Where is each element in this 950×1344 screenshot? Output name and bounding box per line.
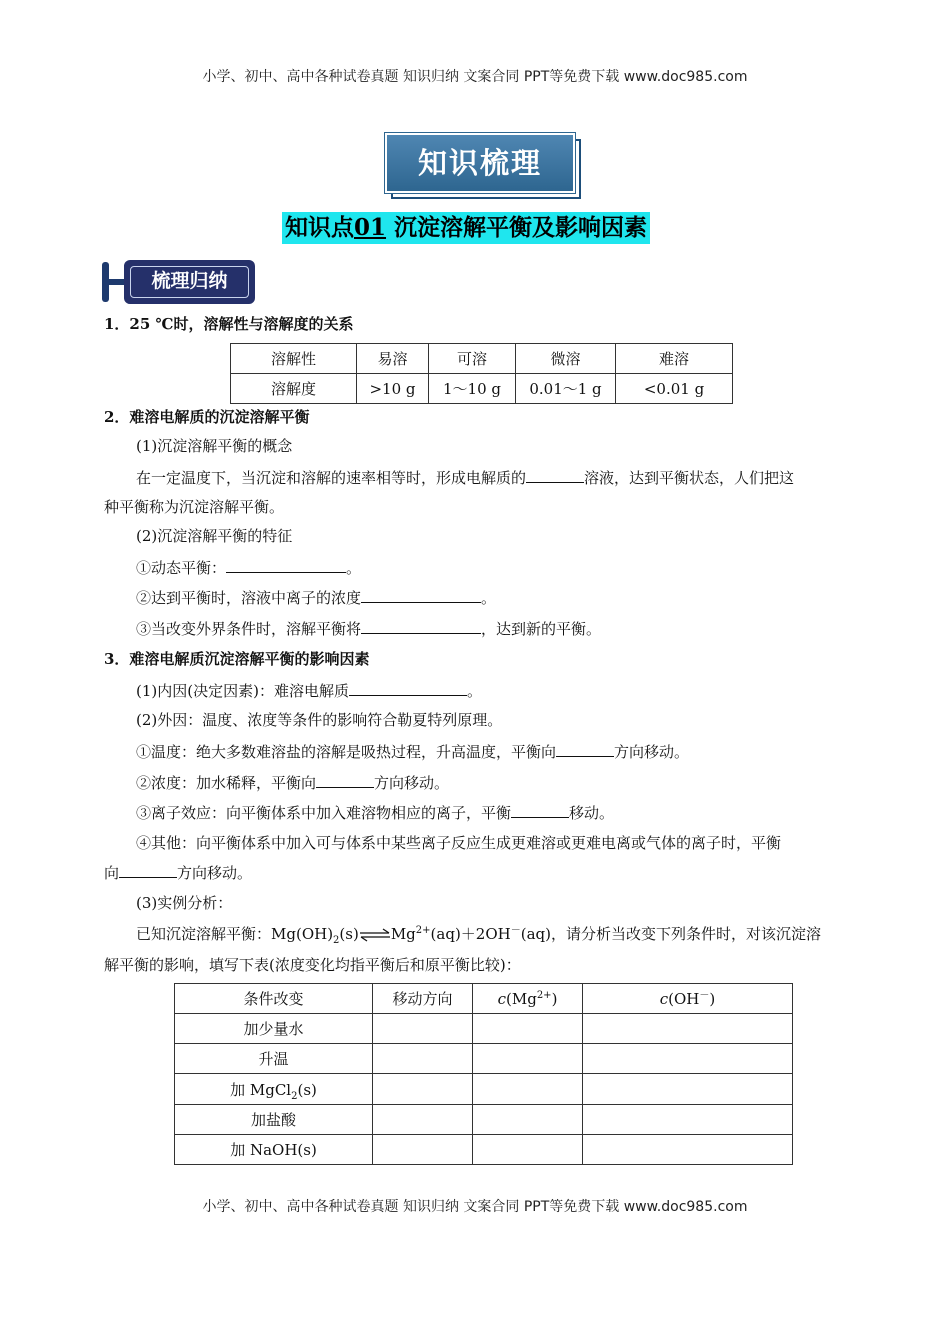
table-cell[interactable] bbox=[583, 1135, 793, 1165]
external-factor: (2)外因：温度、浓度等条件的影响符合勒夏特列原理。 bbox=[136, 711, 503, 729]
concept-text-b: 溶液，达到平衡状态，人们把这 bbox=[584, 469, 795, 487]
temp-end: 方向移动。 bbox=[614, 743, 690, 761]
table-header: 条件改变 bbox=[175, 984, 373, 1014]
table-cell[interactable] bbox=[473, 1135, 583, 1165]
table-cell: 难溶 bbox=[616, 344, 733, 374]
table-cell bbox=[175, 1074, 373, 1105]
conc-text: ②浓度：加水稀释，平衡向 bbox=[136, 774, 317, 792]
feature-2-end: 。 bbox=[481, 589, 497, 607]
table-cell[interactable] bbox=[473, 1105, 583, 1135]
factor-other-2 bbox=[104, 862, 252, 883]
answer-blank bbox=[226, 557, 346, 573]
table-cell: 微溶 bbox=[516, 344, 616, 374]
answer-blank bbox=[361, 587, 481, 603]
table-cell[interactable] bbox=[373, 1074, 473, 1105]
internal-text: (1)内因(决定因素)：难溶电解质 bbox=[136, 682, 349, 700]
solubility-table bbox=[230, 343, 733, 404]
concept-line-2: 种平衡称为沉淀溶解平衡。 bbox=[104, 498, 285, 516]
s3-title: 3．难溶电解质沉淀溶解平衡的影响因素 bbox=[104, 650, 370, 668]
mgcl2-text: 加 MgCl bbox=[230, 1080, 292, 1099]
table-cell: 加 NaOH(s) bbox=[175, 1135, 373, 1165]
internal-end: 。 bbox=[466, 682, 482, 700]
paren: ) bbox=[709, 989, 716, 1008]
table-cell: 溶解性 bbox=[231, 344, 357, 374]
feature-2 bbox=[136, 587, 496, 608]
ion-end: 移动。 bbox=[569, 804, 615, 822]
table-cell[interactable] bbox=[473, 1014, 583, 1044]
paren: ) bbox=[551, 989, 558, 1008]
ion-charge: － bbox=[699, 989, 710, 1001]
answer-blank bbox=[361, 618, 481, 634]
table-cell[interactable] bbox=[373, 1014, 473, 1044]
feature-3-text: ③当改变外界条件时，溶解平衡将 bbox=[136, 620, 362, 638]
answer-blank bbox=[119, 862, 177, 878]
factor-concentration bbox=[136, 772, 449, 793]
table-cell[interactable] bbox=[583, 1014, 793, 1044]
c-symbol: c bbox=[659, 989, 669, 1008]
analysis-table bbox=[174, 983, 793, 1165]
kp-number: 01 bbox=[354, 214, 387, 241]
table-row bbox=[175, 1074, 793, 1105]
eq-charge: 2+ bbox=[415, 925, 431, 936]
table-row bbox=[231, 374, 733, 404]
mgcl2-state: (s) bbox=[297, 1080, 317, 1099]
factor-other: ④其他：向平衡体系中加入可与体系中某些离子反应生成更难溶或更难电离或气体的离子时，平衡 bbox=[136, 834, 782, 852]
answer-blank bbox=[316, 772, 374, 788]
equilibrium-arrow-icon bbox=[359, 928, 391, 942]
conc-end: 方向移动。 bbox=[374, 774, 450, 792]
table-cell: >10 g bbox=[357, 374, 429, 404]
concept-label: (1)沉淀溶解平衡的概念 bbox=[136, 437, 293, 455]
table-cell: 易溶 bbox=[357, 344, 429, 374]
page-header: 小学、初中、高中各种试卷真题 知识归纳 文案合同 PPT等免费下载 www.doc985.com bbox=[202, 69, 748, 85]
eq-right: (aq)＋2OH bbox=[430, 925, 511, 943]
table-cell[interactable] bbox=[473, 1044, 583, 1074]
page-footer: 小学、初中、高中各种试卷真题 知识归纳 文案合同 PPT等免费下载 www.doc985.com bbox=[202, 1199, 748, 1215]
section-box bbox=[124, 260, 255, 304]
section-badge bbox=[102, 260, 257, 304]
answer-blank bbox=[349, 680, 467, 696]
eq-left: 已知沉淀溶解平衡：Mg(OH) bbox=[136, 925, 334, 943]
table-cell: 可溶 bbox=[429, 344, 516, 374]
answer-blank bbox=[556, 741, 614, 757]
s1-title: 1．25 ℃时，溶解性与溶解度的关系 bbox=[104, 315, 354, 333]
feature-1 bbox=[136, 557, 361, 578]
table-header: 移动方向 bbox=[373, 984, 473, 1014]
table-row bbox=[175, 1135, 793, 1165]
table-cell[interactable] bbox=[373, 1135, 473, 1165]
other-text: 向 bbox=[104, 864, 120, 882]
table-cell: <0.01 g bbox=[616, 374, 733, 404]
kp-name: 沉淀溶解平衡及影响因素 bbox=[394, 214, 648, 241]
table-cell[interactable] bbox=[583, 1105, 793, 1135]
feature-label: (2)沉淀溶解平衡的特征 bbox=[136, 527, 293, 545]
table-header bbox=[473, 984, 583, 1014]
concept-text-a: 在一定温度下，当沉淀和溶解的速率相等时，形成电解质的 bbox=[136, 469, 527, 487]
table-cell: 加少量水 bbox=[175, 1014, 373, 1044]
ion-mg: (Mg bbox=[505, 989, 537, 1008]
table-header bbox=[583, 984, 793, 1014]
ion-charge: 2+ bbox=[536, 989, 552, 1001]
knowledge-point-title bbox=[282, 212, 650, 244]
factor-ion-effect bbox=[136, 802, 614, 823]
table-row bbox=[175, 1105, 793, 1135]
eq-minus: － bbox=[510, 925, 521, 936]
table-cell[interactable] bbox=[373, 1105, 473, 1135]
c-symbol: c bbox=[497, 989, 506, 1008]
feature-3 bbox=[136, 618, 601, 639]
table-cell[interactable] bbox=[473, 1074, 583, 1105]
banner-title: 知识梳理 bbox=[385, 133, 575, 193]
table-cell[interactable] bbox=[583, 1074, 793, 1105]
eq-mg: Mg bbox=[390, 925, 416, 943]
feature-1-end: 。 bbox=[346, 559, 362, 577]
temp-text: ①温度：绝大多数难溶盐的溶解是吸热过程，升高温度，平衡向 bbox=[136, 743, 557, 761]
other-end: 方向移动。 bbox=[177, 864, 253, 882]
example-label: (3)实例分析： bbox=[136, 894, 233, 912]
ion-oh: (OH bbox=[668, 989, 700, 1008]
s2-title: 2．难溶电解质的沉淀溶解平衡 bbox=[104, 408, 310, 426]
table-cell: 1～10 g bbox=[429, 374, 516, 404]
concept-line bbox=[136, 467, 794, 488]
factor-temperature bbox=[136, 741, 689, 762]
table-cell[interactable] bbox=[373, 1044, 473, 1074]
table-cell: 0.01～1 g bbox=[516, 374, 616, 404]
table-cell: 升温 bbox=[175, 1044, 373, 1074]
section-label: 梳理归纳 bbox=[130, 266, 249, 298]
feature-2-text: ②达到平衡时，溶液中离子的浓度 bbox=[136, 589, 362, 607]
knowledge-banner bbox=[385, 133, 579, 199]
section-bar bbox=[102, 262, 109, 302]
table-cell: 溶解度 bbox=[231, 374, 357, 404]
mgcl2-sub: 2 bbox=[291, 1090, 298, 1102]
table-row bbox=[175, 1014, 793, 1044]
table-cell[interactable] bbox=[583, 1044, 793, 1074]
table-row bbox=[231, 344, 733, 374]
equilibrium-line-2: 解平衡的影响，填写下表(浓度变化均指平衡后和原平衡比较)： bbox=[104, 956, 521, 974]
section-stem bbox=[109, 279, 125, 285]
ion-text: ③离子效应：向平衡体系中加入难溶物相应的离子，平衡 bbox=[136, 804, 512, 822]
table-row bbox=[175, 1044, 793, 1074]
table-cell: 加盐酸 bbox=[175, 1105, 373, 1135]
kp-prefix: 知识点 bbox=[285, 214, 354, 241]
feature-3-end: ，达到新的平衡。 bbox=[481, 620, 602, 638]
table-header-row bbox=[175, 984, 793, 1014]
internal-factor bbox=[136, 680, 482, 701]
answer-blank bbox=[526, 467, 584, 483]
eq-state: (s) bbox=[339, 925, 359, 943]
answer-blank bbox=[511, 802, 569, 818]
eq-tail: (aq)，请分析当改变下列条件时，对该沉淀溶 bbox=[520, 925, 821, 943]
feature-1-text: ①动态平衡： bbox=[136, 559, 227, 577]
equilibrium-line bbox=[136, 924, 821, 944]
eq-sub: 2 bbox=[333, 935, 340, 946]
